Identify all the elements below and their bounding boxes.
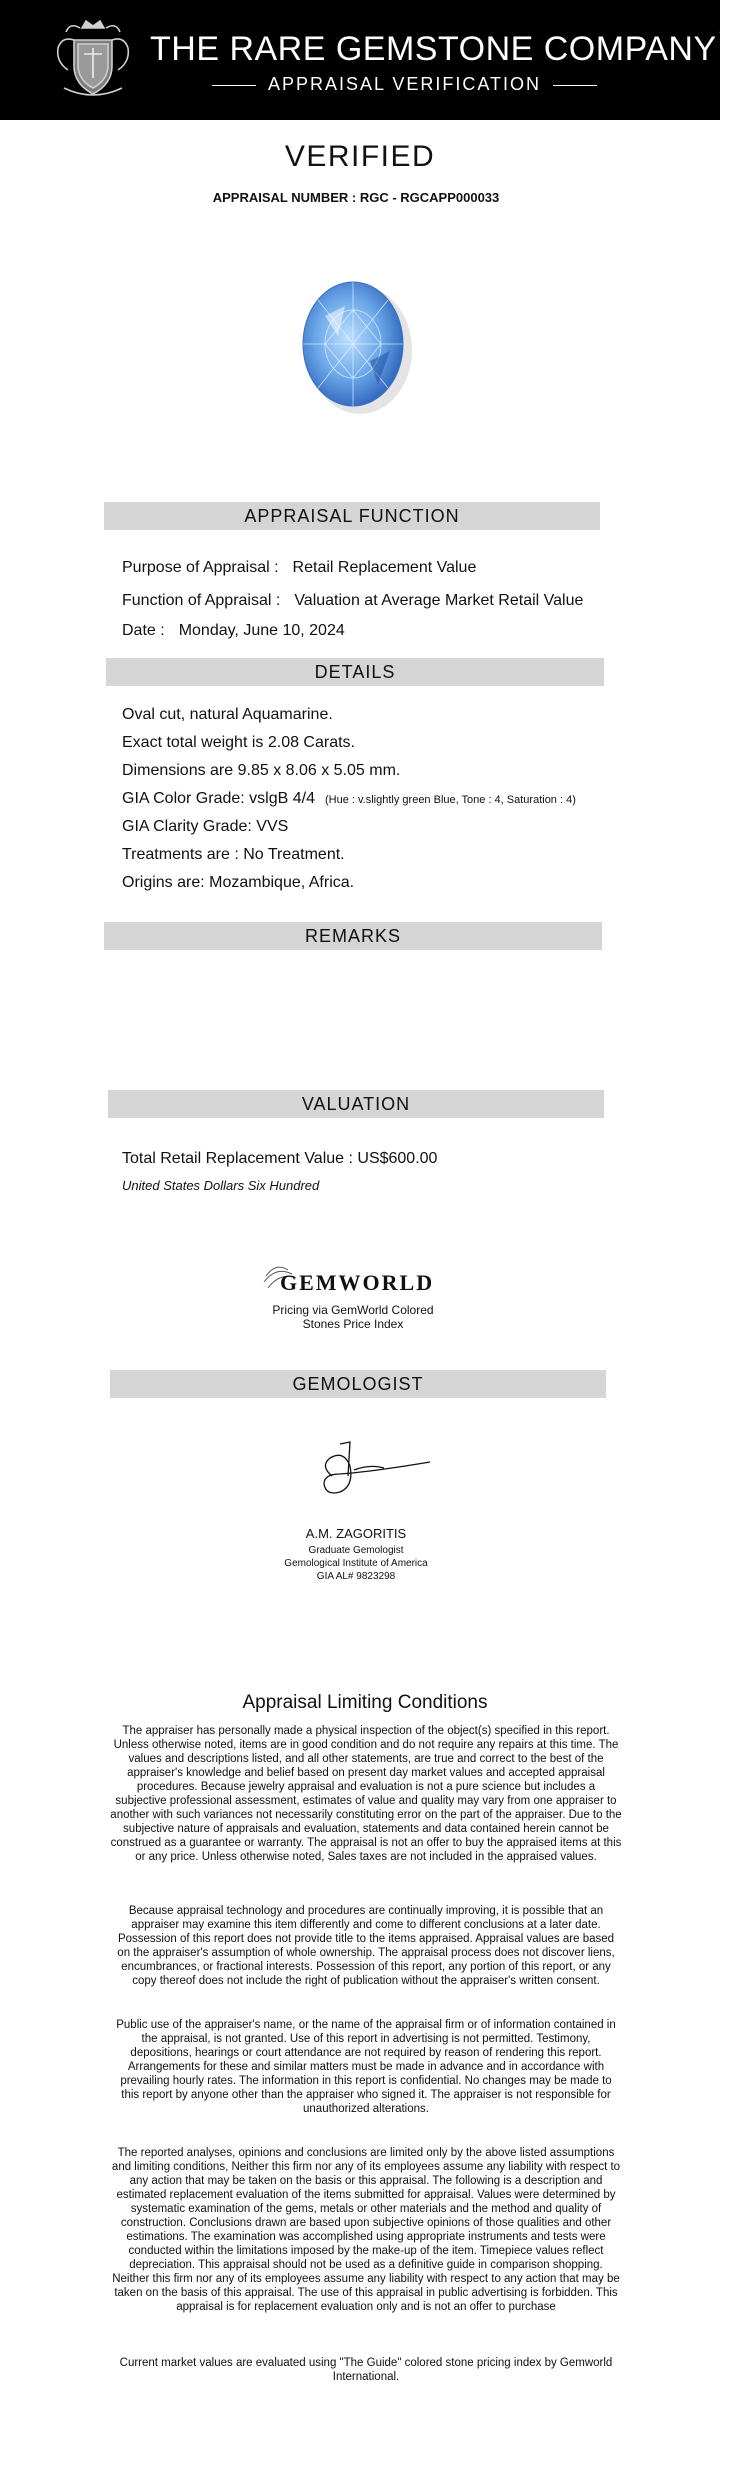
detail-color-grade: GIA Color Grade: vslgB 4/4 bbox=[122, 790, 315, 807]
function-label: Function of Appraisal : bbox=[122, 592, 281, 609]
remarks-heading: REMARKS bbox=[104, 922, 602, 950]
gemworld-logo-text: GEMWORLD bbox=[280, 1270, 435, 1295]
verified-status: VERIFIED bbox=[284, 140, 436, 173]
subtitle-rule-right bbox=[553, 85, 597, 86]
header-banner bbox=[0, 0, 729, 120]
function-value: Valuation at Average Market Retail Value bbox=[294, 592, 584, 609]
trademark-sign: ™ bbox=[718, 30, 729, 40]
gemologist-name: A.M. ZAGORITIS bbox=[305, 1526, 407, 1541]
detail-cut: Oval cut, natural Aquamarine. bbox=[122, 706, 333, 723]
valuation-heading: VALUATION bbox=[108, 1090, 604, 1118]
appraisal-number: APPRAISAL NUMBER : RGC - RGCAPP000033 bbox=[212, 190, 500, 205]
gemologist-institute: Gemological Institute of America bbox=[284, 1558, 428, 1569]
company-name: THE RARE GEMSTONE COMPANY ™ bbox=[150, 30, 729, 68]
valuation-total: Total Retail Replacement Value : US$600.00 bbox=[122, 1150, 438, 1167]
gemworld-pricing-line-2: Stones Price Index bbox=[302, 1317, 404, 1331]
gemologist-heading: GEMOLOGIST bbox=[110, 1370, 606, 1398]
gemworld-pricing-line-1: Pricing via GemWorld Colored bbox=[272, 1303, 434, 1317]
purpose-row bbox=[122, 559, 476, 577]
subtitle-rule-left bbox=[212, 85, 256, 86]
gemologist-id: GIA AL# 9823298 bbox=[316, 1571, 396, 1582]
oval-aquamarine-gem-icon bbox=[290, 266, 420, 426]
conditions-paragraph-4: The reported analyses, opinions and conclusions are limited only by the above listed assumptions and limiting conditions, Neither this firm nor any of its employees assume any liability with respect to any action that may be taken on the basis or this appraisal. The following is a description and estimated replacement evaluation of the items submitted for appraisal. Values were determined by systematic examination of the gems, metals or other materials and the method and quality of construction. Conclusions drawn are based upon subjective opinions of those qualities and other estimations. The examination was accomplished using appropriate instruments and tests were conducted within the limitations imposed by the make-up of the item. Timepiece values reflect depreciation. This appraisal should not be used as a definitive guide in comparison shopping. Neither this firm nor any of its employees assume any liability with respect to any action that may be taken on the basis of this appraisal. The use of this appraisal in public advertising is forbidden. This appraisal is for replacement evaluation only and is not an offer to purchase bbox=[111, 2147, 621, 2313]
conditions-paragraph-5: Current market values are evaluated using "The Guide" colored stone pricing index by Gemworld International. bbox=[119, 2357, 613, 2383]
detail-origins: Origins are: Mozambique, Africa. bbox=[122, 874, 355, 891]
page-subtitle: APPRAISAL VERIFICATION bbox=[200, 74, 576, 95]
valuation-words: United States Dollars Six Hundred bbox=[122, 1178, 320, 1193]
details-heading: DETAILS bbox=[106, 658, 604, 686]
conditions-paragraph-2: Because appraisal technology and procedures are continually improving, it is possible that an appraiser may examine this item differently and come to different conclusions at a later date. Possession of this report does not provide title to the items appraised. Appraisal values are based on the appraiser's assumption of whole ownership. The appraisal process does not discover liens, encumbrances, or fractional interests. Possession of this report, any portion of this report, or any copy thereof does not include the right of publication without the appraiser's written consent. bbox=[117, 1905, 615, 1987]
detail-dimensions: Dimensions are 9.85 x 8.06 x 5.05 mm. bbox=[122, 762, 401, 779]
function-row bbox=[122, 592, 583, 610]
date-label: Date : bbox=[122, 622, 165, 639]
detail-weight: Exact total weight is 2.08 Carats. bbox=[122, 734, 355, 751]
detail-treatments: Treatments are : No Treatment. bbox=[122, 846, 345, 863]
conditions-title: Appraisal Limiting Conditions bbox=[242, 1692, 488, 1713]
appraisal-function-heading: APPRAISAL FUNCTION bbox=[104, 502, 600, 530]
date-value: Monday, June 10, 2024 bbox=[178, 622, 345, 639]
purpose-value: Retail Replacement Value bbox=[292, 559, 477, 576]
detail-clarity: GIA Clarity Grade: VVS bbox=[122, 818, 289, 835]
gemworld-pricing-note bbox=[258, 1303, 448, 1331]
purpose-label: Purpose of Appraisal : bbox=[122, 559, 279, 576]
conditions-paragraph-3: Public use of the appraiser's name, or the name of the appraisal firm or of information contained in the appraisal, is not granted. Use of this report in advertising is not permitted. Testimony, depositions, hearings or court attendance are not required by reason of rendering this report. Arrangements for these and similar matters must be made in advance and in accordance with prevailing hourly rates. The information in this report is confidential. No changes may be made to this report by anyone other than the appraiser who signed it. The appraiser is not responsible for unauthorized alterations. bbox=[116, 2019, 616, 2115]
signature-icon bbox=[310, 1436, 434, 1506]
detail-color-row bbox=[122, 790, 576, 808]
crest-logo-icon bbox=[54, 18, 132, 100]
gemworld-logo bbox=[262, 1262, 450, 1296]
gemologist-title: Graduate Gemologist bbox=[308, 1545, 404, 1556]
date-row bbox=[122, 622, 345, 640]
detail-color-note: (Hue : v.slightly green Blue, Tone : 4, Saturation : 4) bbox=[324, 794, 576, 806]
conditions-paragraph-1: The appraiser has personally made a physical inspection of the object(s) specified in this report. Unless otherwise noted, items are in good condition and do not require any repairs at this time. The values and descriptions listed, and all other statements, are true and correct to the best of the appraiser's knowledge and belief based on present day market values and accepted appraisal procedures. Because jewelry appraisal and evaluation is not a pure science but includes a subjective professional assessment, estimates of value and quality may vary from one appraiser to another with such variances not necessarily constituting error on the part of the appraiser. Due to the subjective nature of appraisals and evaluation, statements and data contained herein cannot be construed as a guarantee or warranty. The appraisal is not an offer to buy the appraised items at this or any price. Unless otherwise noted, Sales taxes are not included in the appraised values. bbox=[110, 1725, 622, 1863]
